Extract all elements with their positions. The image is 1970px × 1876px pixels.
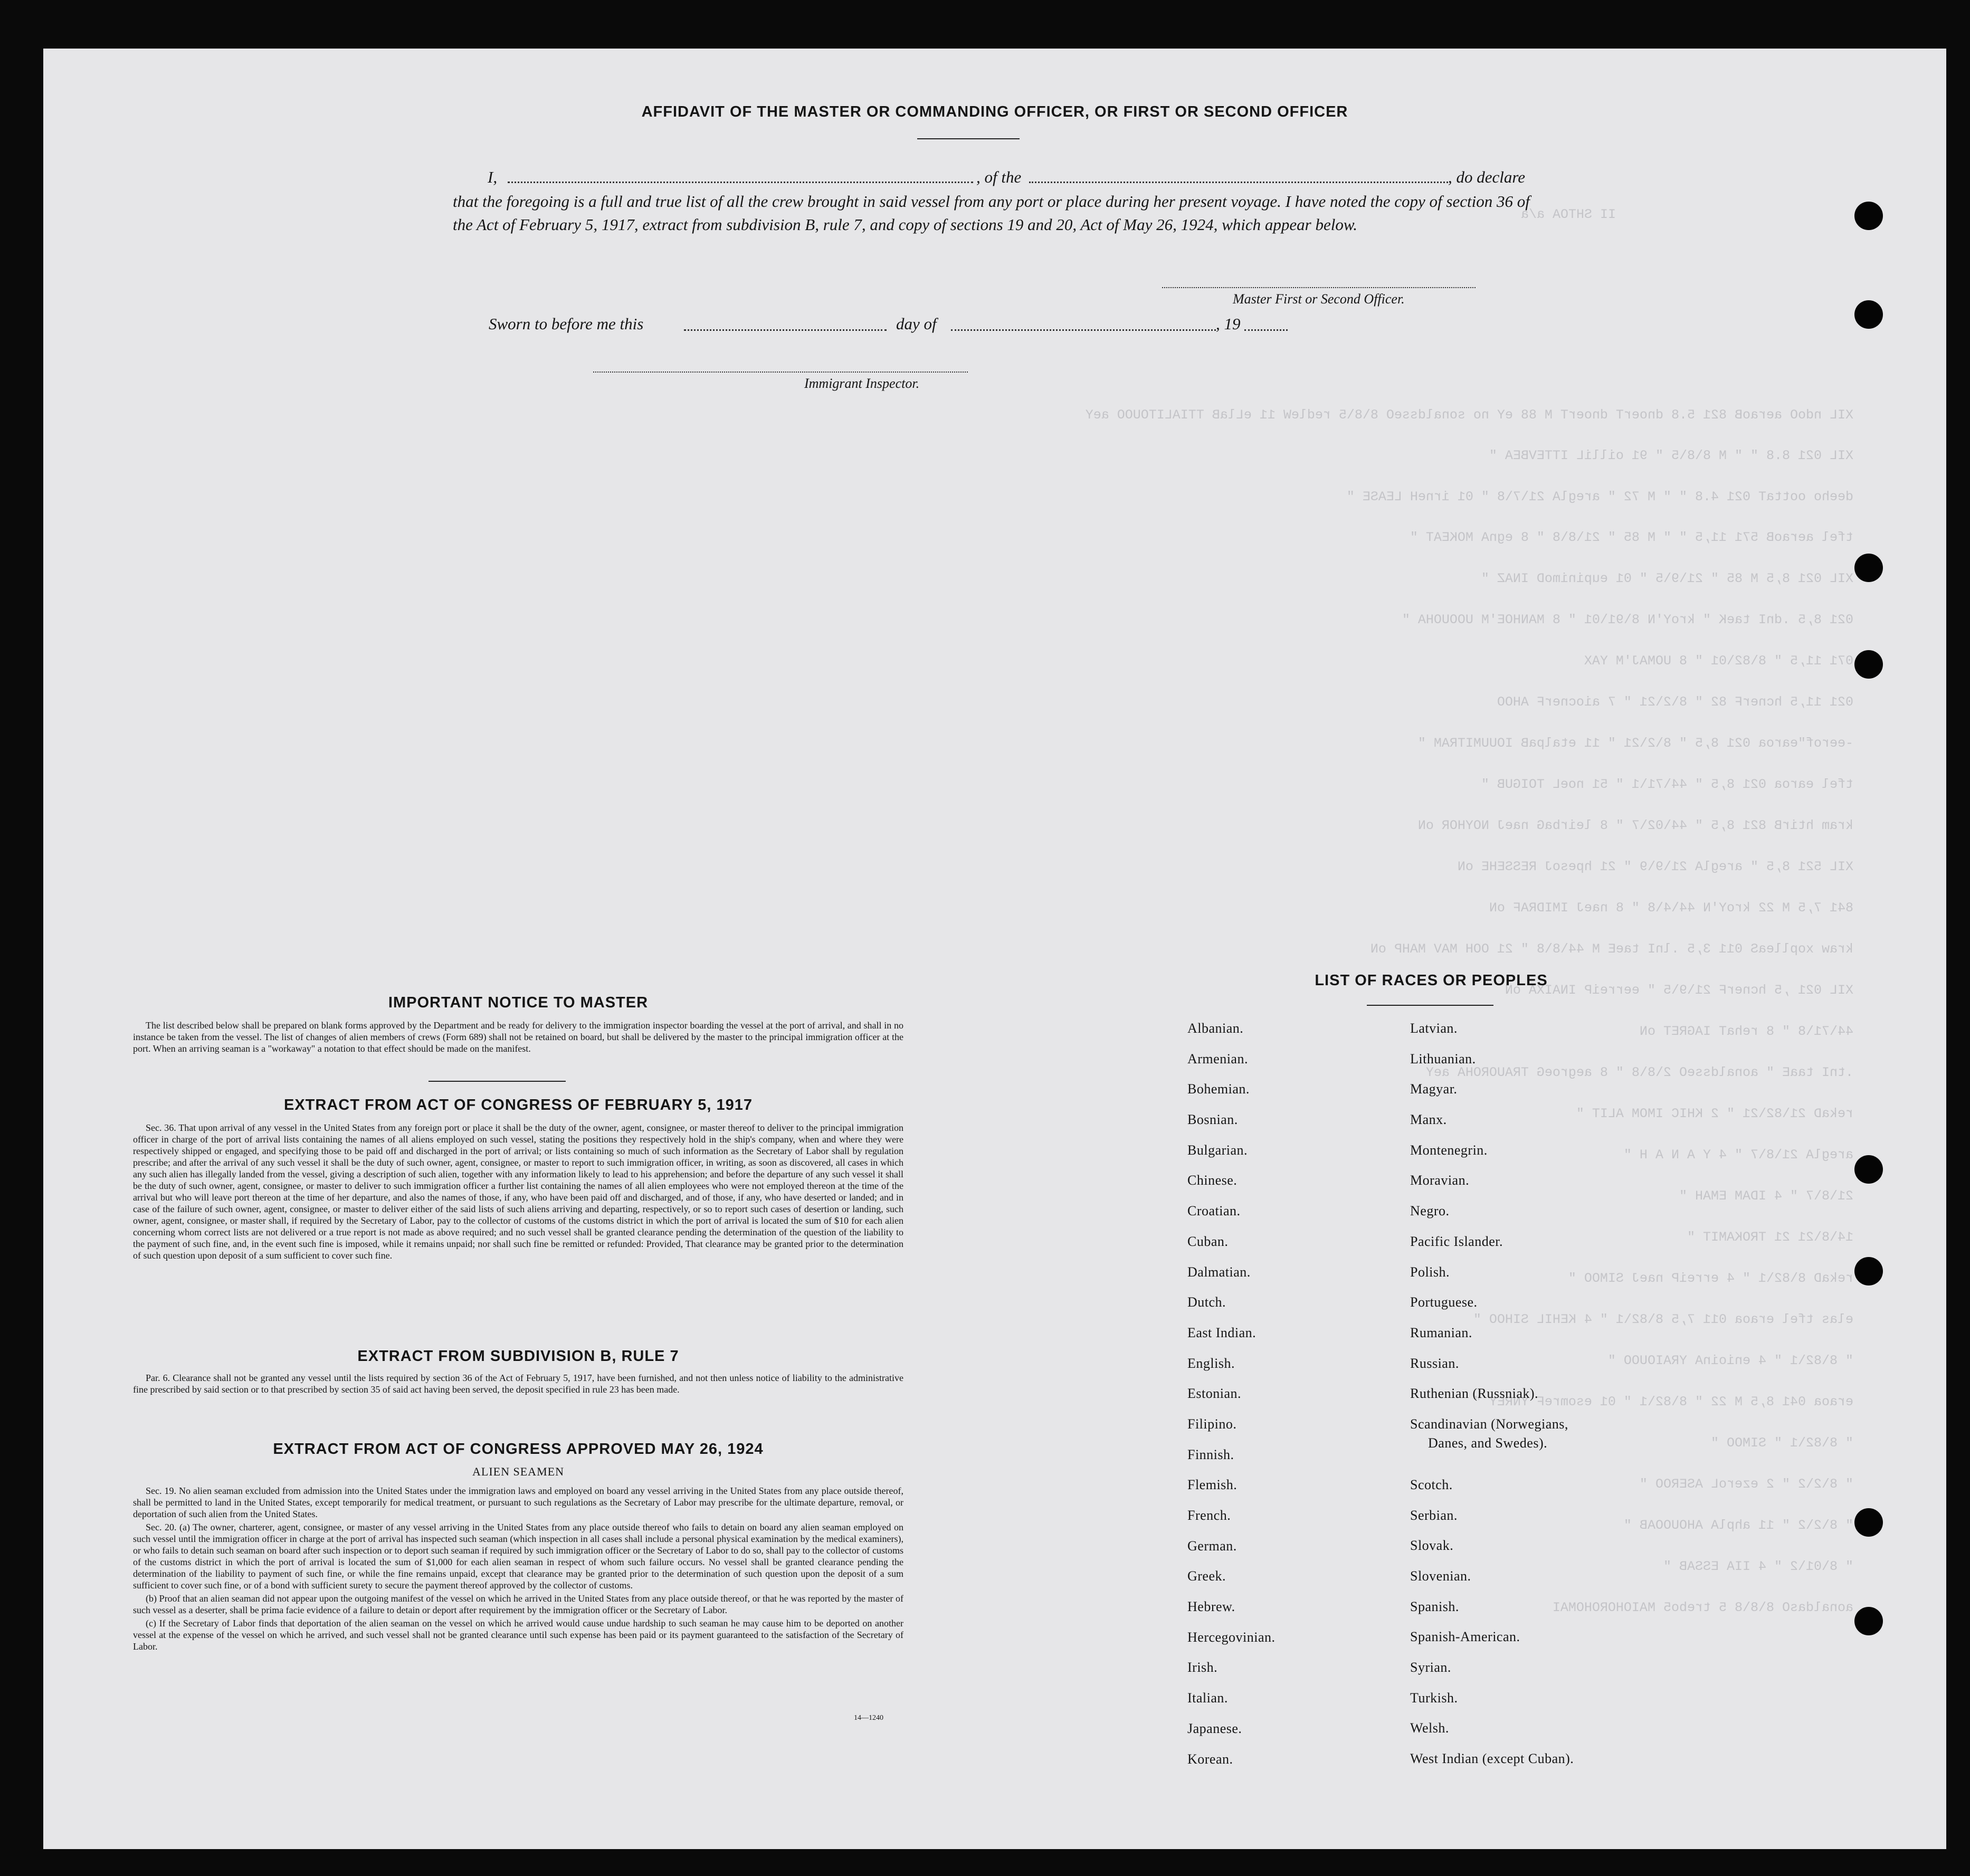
extract-1917-title: EXTRACT FROM ACT OF CONGRESS OF FEBRUARY 5, 1917 — [283, 1097, 753, 1113]
alien-seamen-subtitle: ALIEN SEAMEN — [472, 1465, 564, 1478]
race-item: Italian. — [1187, 1690, 1228, 1706]
race-item: Montenegrin. — [1410, 1142, 1488, 1158]
race-item: Latvian. — [1410, 1021, 1458, 1036]
race-item: East Indian. — [1187, 1325, 1257, 1340]
notice-title: IMPORTANT NOTICE TO MASTER — [388, 994, 649, 1011]
race-item: Finnish. — [1187, 1446, 1234, 1462]
race-item: Estonian. — [1187, 1386, 1241, 1402]
rule7-paragraph: Par. 6. Clearance shall not be granted any vessel until the lists required by section 36 of the Act of February 5, 1917, have been furnished, and not then unless notice of liability to the administrative fine prescribed by said section or to that prescribed by section 35 of said act having been served, the deposit specified in rule 23 has been made. — [133, 1373, 903, 1395]
notice-text — [133, 1020, 903, 1056]
race-item: Greek. — [1187, 1568, 1226, 1584]
document-page: II SHTOA a/a XIL ndoO aeraoB 821 5.8 dnoerT dnoerT M 88 eY no sonaldsseO 8\8\5 redleW 11 eLlaB TTIALITOUOO aeY XIL 021 8.8 " " M 8\8\5 " 91 oilliL ITTEVBEA " deeho oottaT 021 4.8 " " M 72 " areglA 21\7\8 " 01 irneH LEASE " tfel aeraoB 571 11,5 " " M 85 " 21\8\8 " 8 egnA MOKEAT " XIL 021 8,5 M 85 " 21\9\5 " 01 eupinimoD INAZ " 021 8,5 .dnI taeK " kroY'N 8\91\01 " 8 MANHOE'M UOOUOHA " 071 11,5 " 8\82\01 " 8 UOMAJ'M YAX 021 11,5 hcnerF 82 " 8\2\21 " 7 aiocnerF AHOO -eerof"earoa 021 8,5 " 8\2\21 " 11 etalpaB IOUUMITRAM " tfel earoa 021 8,5 " 44\71\1 " 51 noeL TOIGUB " kram htirB 821 8,5 " 44\02\7 " 8 leirbaG naeJ NOYHOR oN XIL 521 8,5 " areglA 21\9\9 " 21 hpesoJ RESSEHE oN 841 7,5 M 22 kroY'N 44\4\8 " 8 naeJ IMIDRAF oN kraw xoplleaS 011 3,5 .lnI taeE M 44\8\8 " 21 OOH MAV MAHP oN XIL 021 ,5 hcnerF 21\9\5 " eerreiP INAIXA oN 44\71\8 " 8 rehaT IAGRET oN .tnI taaE " aonaldsseO 2\8\8 " 8 aegroeG TRAUOROHA aeY rekaD 21\82\21 " 2 KHIC IMOM ALIT " areglA 21\8\7 " 4 Y A N A H " 21\8\7 " 4 IDAM EMAH " 14\8\21 21 TROKAMIT " rekaD 8\82\1 " 4 erreiP naeJ SIMOO " elas tfel eraoa 011 7,5 8\82\1 " 4 KEHIL SIHOO " " 8\82\1 " 4 enioinA YRAIOUOO " eraoa 041 8,5 M 22 " 8\82\1 " 01 esomreF YNREY " " 8\82\1 " SIMOO " " 8\2\2 " 2 ezeroL ASEROO " " 8\2\2 " 11 ahplA AHOUOOAB " " 8\01\2 " 4 IIA ESSAB " aonaldasO 8\8\8 5 trebo5 MAIOHOROHOMAI AFFIDAVIT OF THE MASTER OR COMMANDING OFFICER, OR FIRST OR SECOND OFFICER I, , of the , do declare that the foregoing is a full and true list of all the crew brought in said vessel from any port or place during her present voyage. I have noted the copy of section 36 of the Act of February 5, 1917, extract from subdivision B, rule 7, and copy of sections 19 and 20, Act of May 26, 1924, which appear below. Master First or Second Officer. Sworn to before me this day of , 19 Immigrant Inspector. IMPORTANT NOTICE TO MASTER The list described below shall be prepared on blank forms approved by the Department and be ready for delivery to the immigration inspector boarding the vessel at the port of arrival, and shall in no instance be taken from the vessel. The list of changes of alien members of crews (Form 689) shall not be retained on board, but shall be delivered by the master to the principal immigration officer at the port. When an arriving seaman is a "workaway" a notation to that effect should be made on the manifest. EXTRACT FROM ACT OF CONGRESS OF FEBRUARY 5, 1917 Sec. 36. That upon arrival of any vessel in the United States from any foreign port or place it shall be the duty of the owner, agent, consignee, or master thereof to deliver to the principal immigration officer in charge of the port of arrival lists containing the names of all aliens employed on such vessel, stating the positions they respectively hold in the ship's company, when and where they were respectively shipped or engaged, and specifying those to be paid off and discharged in the port of arrival; or lists containing so much of such information as the Secretary of Labor shall by regulation prescribe; and after the arrival of any such vessel it shall be the duty of such owner, agent, consignee, or master to report to such immigration officer, in writing, as soon as discovered, all cases in which any such alien has illegally landed from the vessel, giving a description of such alien, together with any information likely to lead to his apprehension; and before the departure of any such vessel it shall be the duty of such owner, agent, consignee, or master to deliver to such immigration officer a further list containing the names of all alien employees who were not employed thereon at the time of the arrival but who will leave port thereon at the time of her departure, and also the names of those, if any, who have been paid off and discharged, and of those, if any, who have deserted or landed; and in case of the failure of such owner, agent, consignee, or master to deliver either of the said lists of such aliens arriving and departing, respectively, or so to report such cases of desertion or landing, such owner, agent, consignee, or master shall, if required by the Secretary of Labor, pay to the collector of customs of the customs district in which the port of arrival is located the sum of $10 for each alien concerning whom correct lists are not delivered or a true report is not made as above required; and no such vessel shall be granted clearance pending the determination of the question of the liability to the payment of such fine, and, in the event such fine is imposed, while it remains unpaid; nor shall such fine be remitted or refunded: Provided, That clearance may be granted prior to the determination of such question upon deposit of a sum sufficient to cover such fine. EXTRACT FROM SUBDIVISION B, RULE 7 Par. 6. Clearance shall not be granted any vessel until the lists required by section 36 of the Act of February 5, 1917, have been furnished, and not then unless notice of liability to the administrative fine prescribed by said section or to that prescribed by section 35 of said act having been served, the deposit specified in rule 23 has been made. EXTRACT FROM ACT OF CONGRESS APPROVED MAY 26, 1924 ALIEN SEAMEN Sec. 19. No alien seaman excluded from admission into the United States under the immigration laws and employed on board any vessel arriving in the United States from any place outside thereof, shall be permitted to land in the United States, except temporarily for medical treatment, or pursuant to such regulations as the Secretary of Labor may prescribe for the ultimate departure, removal, or deportation of such alien from the United States. Sec. 20. (a) The owner, charterer, agent, consignee, or master of any vessel arriving in the United States from any place outside thereof who fails to detain on board any alien seaman employed on such vessel until the immigration officer in charge at the port of arrival has inspected such seaman (which inspection in all cases shall include a personal physical examination by the medical examiners), or who fails to detain such seaman on board after such inspection or to deport such seaman if required by such immigration officer or the Secretary of Labor to do so, shall pay to the collector of customs of the customs district in which the port of arrival is located the sum of $1,000 for each alien seaman in respect of whom such failure occurs. No vessel shall be granted clearance pending the determination of the liability to payment of such fine, or while the fine remains unpaid, except that clearance may be granted prior to the determination of such question upon the deposit of a sum sufficient to cover such fine, or of a bond with sufficient surety to secure the payment thereof approved by the collector of customs. (b) Proof that an alien seaman did not appear upon the outgoing manifest of the vessel on which he arrived in the United States from any place outside thereof, or that he was reported by the master of such vessel as a deserter, shall be prima facie evidence of a failure to detain or deport after requirement by the immigration officer or the Secretary of Labor. (c) If the Secretary of Labor finds that deportation of the alien seaman on the vessel on which he arrived would cause undue hardship to such seaman he may cause him to be deported on another vessel at the expense of the vessel on which he arrived, and such vessel shall not be granted clearance until such expense has been paid or its payment guaranteed to the satisfaction of the Secretary of Labor. 14—1240 LIST OF RACES OR PEOPLES Albanian. Armenian. Bohemian. Bosnian. Bulgarian. Chinese. Croatian. Cuban. Dalmatian. Dutch. East Indian. English. Estonian. Filipino. Finnish. Flemish. French. German. Greek. Hebrew. Hercegovinian. Irish. Italian. Japanese. Korean. Latvian. Lithuanian. Magyar. Manx. Montenegrin. Moravian. Negro. Pacific Islander. Polish. Portuguese. Rumanian. Russian. Ruthenian (Russniak). Scandinavian (Norwegians, Danes, and Swedes). Scotch. Serbian. Slovak. Slovenian. Spanish. Spanish-American. Syrian. Turkish. Welsh. West Indian (except Cuban). — [43, 49, 1946, 1849]
notice-divider — [429, 1081, 566, 1082]
form-number: 14—1240 — [854, 1714, 883, 1722]
race-item: Spanish-American. — [1410, 1629, 1520, 1645]
race-item: Dutch. — [1187, 1294, 1226, 1310]
race-item: Hercegovinian. — [1187, 1629, 1276, 1645]
binder-hole — [1854, 1508, 1883, 1537]
binder-hole — [1854, 554, 1883, 582]
binder-hole — [1854, 202, 1883, 230]
section-36-paragraph: Sec. 36. That upon arrival of any vessel in the United States from any foreign port or place it shall be the duty of the owner, agent, consignee, or master thereof to deliver to the principal immigration officer in charge of the port of arrival lists containing the names of all aliens employed on such vessel, stating the positions they respectively hold in the ship's company, when and where they were respectively shipped or engaged, and specifying those to be paid off and discharged in the port of arrival; or lists containing so much of such information as the Secretary of Labor shall by regulation prescribe; and after the arrival of any such vessel it shall be the duty of such owner, agent, consignee, or master to report to such immigration officer, in writing, as soon as discovered, all cases in which any such alien has illegally landed from the vessel, giving a description of such alien, together with any information likely to lead to his apprehension; and before the departure of any such vessel it shall be the duty of such owner, agent, consignee, or master to deliver to such immigration officer a further list containing the names of all alien employees who were not employed thereon at the time of the arrival but who will leave port thereon at the time of her departure, and also the names of those, if any, who have been paid off and discharged, and of those, if any, who have deserted or landed; and in case of the failure of such owner, agent, consignee, or master to deliver either of the said lists of such aliens arriving and departing, respectively, or so to report such cases of desertion or landing, such owner, agent, consignee, or master shall, if required by the Secretary of Labor, pay to the collector of customs of the customs district in which the port of arrival is located the sum of $10 for each alien concerning whom correct lists are not delivered or a true report is not made as above required; and no such vessel shall be granted clearance pending the determination of the question of the liability to the payment of such fine, and, in the event such fine is imposed, while it remains unpaid; nor shall such fine be remitted or refunded: Provided, That clearance may be granted prior to the determination of such question upon deposit of a sum sufficient to cover such fine. — [133, 1122, 903, 1261]
race-item: Dalmatian. — [1187, 1264, 1251, 1280]
of-the-label: , of the — [976, 168, 1022, 186]
extract-1917-text — [133, 1122, 903, 1263]
race-item: Scandinavian (Norwegians, — [1410, 1416, 1568, 1432]
section-20a-paragraph: Sec. 20. (a) The owner, charterer, agent, consignee, or master of any vessel arriving in the United States from any place outside thereof who fails to detain on board any alien seaman employed on such vessel until the immigration officer in charge at the port of arrival has inspected such seaman (which inspection in all cases shall include a personal physical examination by the medical examiners), or who fails to detain such seaman on board after such inspection or to deport such seaman if required by such immigration officer or the Secretary of Labor to do so, shall pay to the collector of customs of the customs district in which the port of arrival is located the sum of $1,000 for each alien seaman in respect of whom such failure occurs. No vessel shall be granted clearance pending the determination of the liability to payment of such fine, or while the fine remains unpaid, except that clearance may be granted prior to the determination of such question upon the deposit of a sum sufficient to cover such fine, or of a bond with sufficient surety to secure the payment thereof approved by the collector of customs. — [133, 1522, 903, 1591]
race-item: Negro. — [1410, 1203, 1450, 1219]
declarant-name-field[interactable] — [508, 182, 973, 183]
race-item: Magyar. — [1410, 1081, 1458, 1097]
race-item: Serbian. — [1410, 1507, 1458, 1523]
race-item: Scotch. — [1410, 1477, 1453, 1492]
races-title: LIST OF RACES OR PEOPLES — [1315, 972, 1548, 989]
race-item: German. — [1187, 1538, 1237, 1554]
section-20b-paragraph: (b) Proof that an alien seaman did not appear upon the outgoing manifest of the vessel on which he arrived in the United States from any place outside thereof, or that he was reported by the master of such vessel as a deserter, shall be prima facie evidence of a failure to detain or deport after requirement by the immigration officer or the Secretary of Labor. — [133, 1593, 903, 1615]
race-item: Lithuanian. — [1410, 1051, 1476, 1066]
sworn-day-field[interactable] — [684, 329, 887, 331]
race-item: Flemish. — [1187, 1477, 1238, 1493]
affidavit-title: AFFIDAVIT OF THE MASTER OR COMMANDING OFFICER, OR FIRST OR SECOND OFFICER — [641, 103, 1348, 120]
race-item: West Indian (except Cuban). — [1410, 1751, 1574, 1767]
extract-rule7-title: EXTRACT FROM SUBDIVISION B, RULE 7 — [357, 1348, 679, 1365]
race-item: Welsh. — [1410, 1720, 1449, 1736]
races-column-1 — [1187, 1021, 1276, 1782]
race-item: Cuban. — [1187, 1233, 1229, 1249]
vessel-name-field[interactable] — [1029, 182, 1448, 183]
race-item: Albanian. — [1187, 1021, 1244, 1036]
officer-signature-line[interactable] — [1162, 287, 1476, 288]
race-item: Turkish. — [1410, 1690, 1458, 1706]
race-item: Portuguese. — [1410, 1294, 1478, 1310]
race-item: Chinese. — [1187, 1173, 1238, 1188]
extract-1924-title: EXTRACT FROM ACT OF CONGRESS APPROVED MAY 26, 1924 — [273, 1441, 764, 1458]
sworn-month-field[interactable] — [951, 329, 1216, 331]
race-item: Syrian. — [1410, 1660, 1451, 1675]
race-item: Pacific Islander. — [1410, 1233, 1503, 1249]
race-item: Croatian. — [1187, 1203, 1241, 1219]
race-item: Moravian. — [1410, 1173, 1470, 1188]
sworn-year-field[interactable] — [1244, 329, 1288, 331]
inspector-label: Immigrant Inspector. — [804, 376, 920, 391]
declarant-prefix: I, — [488, 168, 498, 186]
race-item: Slovenian. — [1410, 1568, 1471, 1584]
binder-hole — [1854, 300, 1883, 329]
race-item: Spanish. — [1410, 1598, 1459, 1614]
title-divider — [917, 138, 1020, 139]
race-item: Bulgarian. — [1187, 1142, 1248, 1158]
extract-1924-text — [133, 1485, 903, 1654]
race-item: Russian. — [1410, 1355, 1459, 1371]
races-divider — [1367, 1005, 1493, 1006]
sworn-label: Sworn to before me this — [489, 315, 644, 333]
races-column-2 — [1410, 1021, 1574, 1782]
inspector-signature-line[interactable] — [593, 372, 968, 373]
day-of-label: day of — [896, 315, 937, 333]
notice-paragraph: The list described below shall be prepared on blank forms approved by the Department and be ready for delivery to the immigration inspector boarding the vessel at the port of arrival, and shall in no instance be taken from the vessel. The list of changes of alien members of crews (Form 689) shall not be retained on board, but shall be delivered by the master to the principal immigration officer at the port. When an arriving seaman is a "workaway" a notation to that effect should be made on the manifest. — [133, 1020, 903, 1054]
binder-hole — [1854, 1257, 1883, 1285]
race-item: Danes, and Swedes). — [1428, 1435, 1548, 1451]
race-item: French. — [1187, 1508, 1231, 1523]
race-item: Slovak. — [1410, 1538, 1454, 1554]
extract-rule7-text — [133, 1372, 903, 1397]
race-item: Japanese. — [1187, 1720, 1242, 1736]
race-item: Polish. — [1410, 1264, 1450, 1280]
binder-hole — [1854, 650, 1883, 679]
race-item: Korean. — [1187, 1751, 1233, 1767]
race-item: Armenian. — [1187, 1051, 1248, 1066]
race-item: Ruthenian (Russniak). — [1410, 1386, 1539, 1402]
year-label: , 19 — [1216, 315, 1241, 333]
binder-hole — [1854, 1607, 1883, 1635]
officer-signature-label: Master First or Second Officer. — [1233, 291, 1405, 307]
race-item: Irish. — [1187, 1660, 1218, 1675]
section-20c-paragraph: (c) If the Secretary of Labor finds that deportation of the alien seaman on the vessel on which he arrived would cause undue hardship to such seaman he may cause him to be deported on another vessel at the expense of the vessel on which he arrived, and such vessel shall not be granted clearance until such expense has been paid or its payment guaranteed to the satisfaction of the Secretary of Labor. — [133, 1618, 903, 1652]
binder-hole — [1854, 1155, 1883, 1184]
race-item: Bohemian. — [1187, 1081, 1250, 1097]
section-19-paragraph: Sec. 19. No alien seaman excluded from admission into the United States under the immigration laws and employed on board any vessel arriving in the United States from any place outside thereof, shall be permitted to land in the United States, except temporarily for medical treatment, or pursuant to such regulations as the Secretary of Labor may prescribe for the ultimate departure, removal, or deportation of such alien from the United States. — [133, 1485, 903, 1519]
race-item: Filipino. — [1187, 1416, 1237, 1432]
race-item: English. — [1187, 1355, 1235, 1371]
race-item: Rumanian. — [1410, 1325, 1472, 1340]
declaration-text: that the foregoing is a full and true list of all the crew brought in said vessel from any port or place during her present voyage. I have noted the copy of section 36 of the Act of February 5, 1917, extract from subdivision B, rule 7, and copy of sections 19 and 20, Act of May 26, 1924, which appear below. — [453, 192, 1530, 234]
race-item: Hebrew. — [1187, 1599, 1235, 1615]
race-item: Manx. — [1410, 1112, 1447, 1128]
race-item: Bosnian. — [1187, 1112, 1238, 1128]
do-declare-label: , do declare — [1448, 168, 1526, 186]
